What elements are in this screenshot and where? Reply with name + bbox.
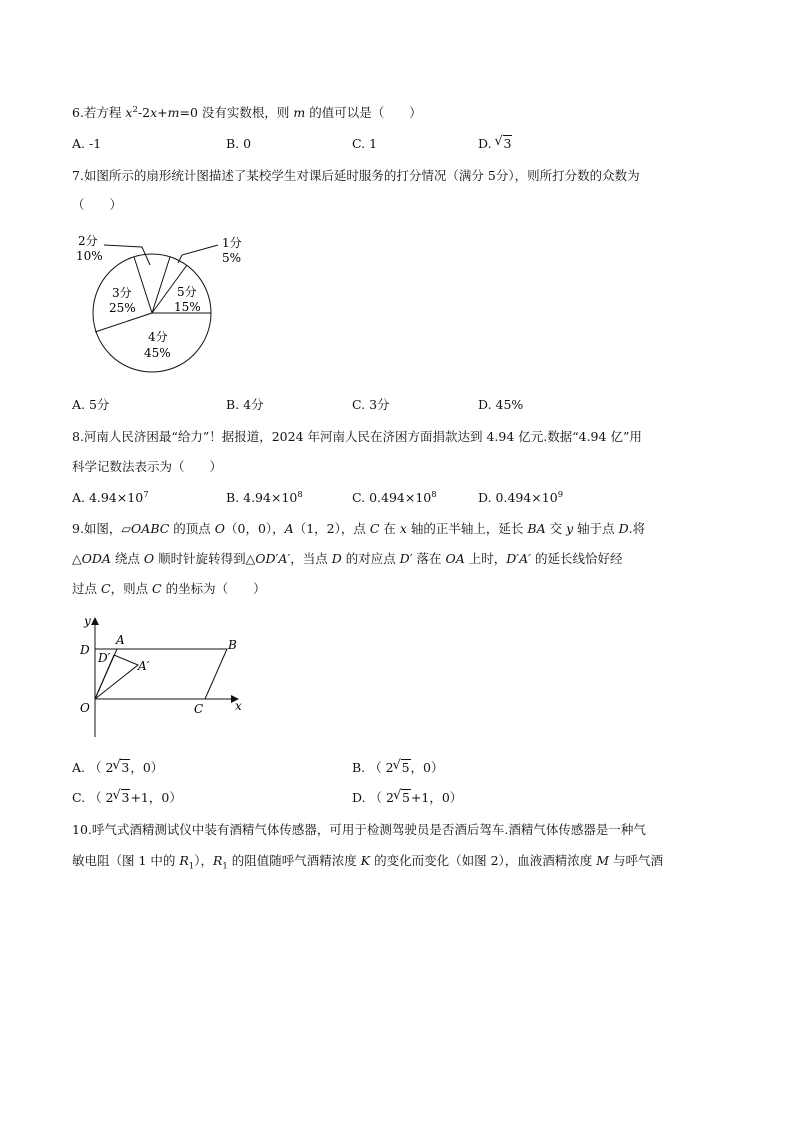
q10-subscript: 1 (222, 861, 228, 872)
radicand: 3 (121, 790, 130, 805)
q9-option-b (352, 760, 443, 776)
q7-option-b: B. 4分 (226, 397, 264, 412)
q9-text: （1，2），点 (293, 521, 370, 536)
pie-pct-5: 15% (174, 300, 201, 314)
q10-text: 敏电阻（图 1 中的 (72, 853, 180, 868)
question-8-stem-line2: 科学记数法表示为（ ） (72, 459, 223, 474)
q6-text: 的值可以是（ ） (305, 105, 422, 120)
q9-text: 9.如图，▱ (72, 521, 132, 536)
q7-option-d: D. 45% (478, 397, 524, 412)
parallelogram-figure (72, 612, 252, 742)
q9-option-c-label: C. （ 2 (72, 790, 114, 805)
pie-pct-1: 5% (222, 251, 242, 265)
q9-math: ODA (81, 551, 111, 566)
q10-text: 的变化而变化（如图 2），血液酒精浓度 (370, 853, 597, 868)
q8-option-d-exponent: 9 (557, 489, 564, 500)
pie-label-3: 3分 (112, 286, 132, 300)
q9-text: 落在 (412, 551, 446, 566)
leader-line-1 (178, 245, 218, 263)
q8-option-a (72, 490, 149, 506)
sqrt-symbol (113, 760, 130, 776)
q9-option-a (72, 760, 163, 776)
q8-option-a-base: A. 4.94×10 (72, 490, 144, 505)
q9-option-d-label: D. （ 2 (352, 790, 394, 805)
q7-option-a: A. 5分 (72, 397, 110, 412)
q8-option-d (478, 490, 563, 506)
q9-math: OD′A′ (255, 551, 291, 566)
q9-math: D (331, 551, 342, 566)
q9-text: 的顶点 (169, 521, 215, 536)
sqrt-symbol (394, 790, 411, 806)
question-7-stem-line2: （ ） (72, 197, 123, 212)
q8-option-c (352, 490, 437, 506)
q10-math: R (179, 853, 189, 868)
pie-label-1: 1分 (222, 236, 242, 250)
q9-math: OABC (131, 521, 170, 536)
q9-text: 的坐标为（ ） (161, 581, 266, 596)
q9-option-c-tail: +1，0） (130, 790, 182, 805)
q9-text: 绕点 (110, 551, 144, 566)
q8-option-a-exponent: 7 (143, 489, 149, 500)
q8-option-b (226, 490, 303, 506)
q8-option-d-base: D. 0.494×10 (478, 490, 558, 505)
q10-text: 的阻值随呼气酒精浓度 (227, 853, 361, 868)
q9-math: y (566, 521, 574, 536)
q6-exponent: 2 (132, 104, 138, 115)
q10-math: M (596, 853, 610, 868)
q9-option-b-label: B. （ 2 (352, 760, 394, 775)
q9-math: A (284, 521, 294, 536)
point-label-B: B (228, 638, 237, 652)
q9-option-b-tail: ，0） (410, 760, 444, 775)
pie-label-5: 5分 (177, 285, 197, 299)
q6-option-d (478, 136, 512, 152)
q9-option-c (72, 790, 182, 806)
parallelogram-outline (95, 649, 227, 699)
sqrt-symbol (496, 136, 513, 152)
q9-option-d-tail: +1，0） (410, 790, 463, 805)
q6-var-m: m (167, 105, 180, 120)
q6-text: + (157, 105, 168, 120)
q9-text: 的对应点 (341, 551, 400, 566)
point-label-A-prime: A′ (138, 659, 150, 673)
q8-option-b-base: B. 4.94×10 (226, 490, 298, 505)
q9-option-a-tail: ，0） (130, 760, 164, 775)
q9-text: 过点 (72, 581, 101, 596)
q6-text: -2 (137, 105, 151, 120)
question-8-stem-line1: 8.河南人民济困最“给力”！据报道，2024 年河南人民在济困方面捐款达到 4.94 亿元.数据“4.94 亿”用 (72, 429, 642, 444)
q9-text: 轴于点 (573, 521, 619, 536)
point-label-A: A (116, 633, 125, 647)
q10-math: R (212, 853, 223, 868)
q9-text: △ (72, 551, 82, 566)
q6-var-x: x (125, 105, 133, 120)
q9-text: 交 (545, 521, 567, 536)
q6-option-d-label: D. (478, 136, 496, 151)
point-label-D: D (80, 643, 90, 657)
point-label-O: O (80, 701, 90, 715)
point-label-C: C (194, 702, 204, 716)
pie-label-2: 2分 (78, 234, 98, 248)
q6-var-m: m (293, 105, 306, 120)
q9-text: 的延长线恰好经 (531, 551, 623, 566)
point-label-D-prime: D′ (98, 651, 111, 665)
sqrt-symbol (394, 760, 411, 776)
axis-label-y: y (84, 614, 91, 628)
q9-text: 顺时针旋转得到△ (154, 551, 256, 566)
q6-text: 6.若方程 (72, 105, 126, 120)
q10-text: 与呼气酒 (609, 853, 664, 868)
pie-pct-3: 25% (109, 301, 136, 315)
radicand: 3 (121, 760, 130, 775)
question-9-stem-line3 (72, 581, 266, 597)
axis-label-x: x (235, 699, 242, 713)
q6-text: =0 没有实数根，则 (179, 105, 294, 120)
q9-math: BA (527, 521, 546, 536)
q7-option-c: C. 3分 (352, 397, 390, 412)
q9-text: 在 (379, 521, 400, 536)
q9-math: D′A′ (506, 551, 531, 566)
q9-text: （0，0）， (225, 521, 285, 536)
q9-math: OA (445, 551, 465, 566)
q8-option-b-exponent: 8 (297, 489, 303, 500)
pie-divider (134, 257, 152, 313)
radicand: 5 (401, 760, 410, 775)
q9-math: C (152, 581, 162, 596)
q9-math: O (214, 521, 226, 536)
q9-text: ，则点 (110, 581, 153, 596)
q9-math: C (100, 581, 111, 596)
q6-option-b: B. 0 (226, 136, 252, 151)
radicand: 3 (503, 136, 512, 151)
q8-option-c-exponent: 8 (431, 489, 437, 500)
question-10-stem-line1: 10.呼气式酒精测试仪中装有酒精气体传感器，可用于检测驾驶员是否酒后驾车.酒精气体传感器是一种气 (72, 822, 646, 837)
question-10-stem-line2 (72, 853, 664, 872)
q9-math: C (369, 521, 380, 536)
question-6-stem (72, 105, 422, 121)
q6-option-a: A. -1 (72, 136, 102, 151)
pie-chart-figure (60, 225, 260, 375)
q6-var-x: x (150, 105, 158, 120)
q6-option-c: C. 1 (352, 136, 378, 151)
pie-pct-4: 45% (144, 346, 171, 360)
q9-math: x (399, 521, 407, 536)
pie-pct-2: 10% (76, 249, 103, 263)
sqrt-symbol (114, 790, 131, 806)
pie-divider (152, 257, 170, 313)
question-7-stem-line1: 7.如图所示的扇形统计图描述了某校学生对课后延时服务的打分情况（满分 5分），则所打分数的众数为 (72, 168, 640, 183)
q9-math: D′ (399, 551, 413, 566)
q9-math: O (143, 551, 155, 566)
q9-option-a-label: A. （ 2 (72, 760, 114, 775)
pie-label-4: 4分 (148, 330, 168, 344)
q9-text: 轴的正半轴上，延长 (406, 521, 528, 536)
question-9-stem-line1 (72, 521, 645, 537)
q9-option-d (352, 790, 462, 806)
q10-math: K (360, 853, 371, 868)
q10-text: ）， (194, 853, 213, 868)
q9-text: ，当点 (290, 551, 332, 566)
question-9-stem-line2 (72, 551, 622, 567)
pie-divider (95, 313, 152, 332)
q9-math: D (618, 521, 629, 536)
q9-text: 上时， (464, 551, 507, 566)
q10-subscript: 1 (188, 861, 195, 872)
q8-option-c-base: C. 0.494×10 (352, 490, 432, 505)
radicand: 5 (401, 790, 410, 805)
q9-text: .将 (628, 521, 646, 536)
